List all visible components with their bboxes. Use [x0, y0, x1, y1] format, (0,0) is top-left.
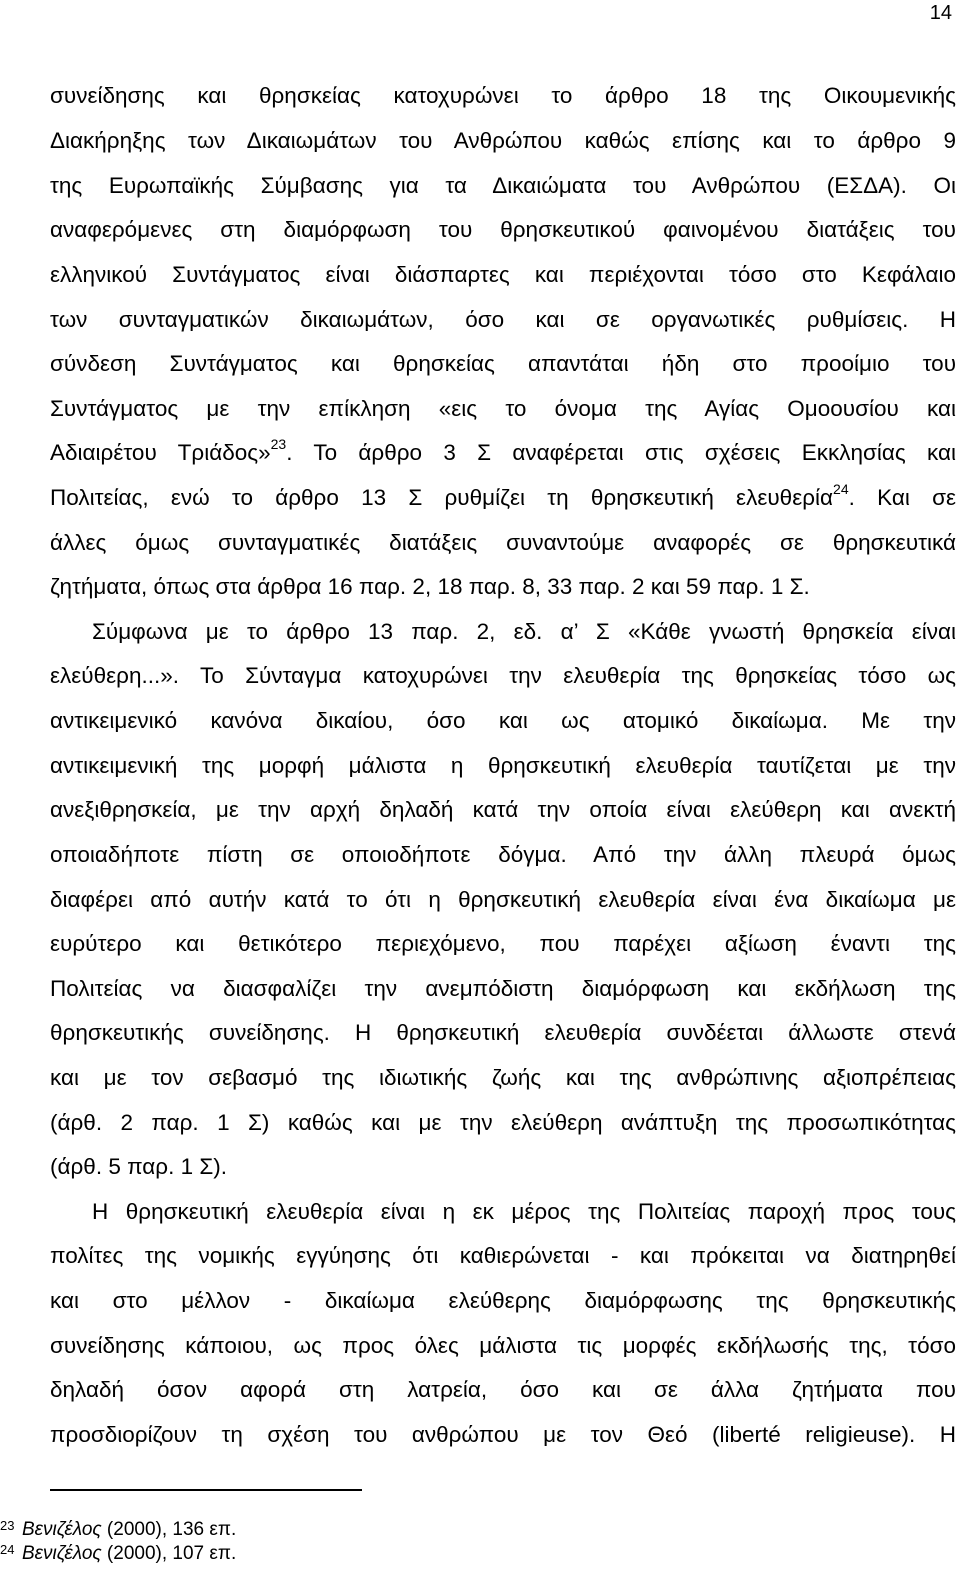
- text-line: Πολιτείας να διασφαλίζει την ανεμπόδιστη διαμόρφωση και εκδήλωση της: [50, 976, 956, 1001]
- text-segment: . Το άρθρο 3 Σ αναφέρεται στις σχέσεις Εκκλησίας και: [286, 440, 956, 465]
- text-line: αντικειμενικό κανόνα δικαίου, όσο και ως ατομικό δικαίωμα. Με την: [50, 708, 956, 733]
- text-line: Σύμφωνα με το άρθρο 13 παρ. 2, εδ. α’ Σ «Κάθε γνωστή θρησκεία είναι: [92, 619, 956, 644]
- footnote-citation: (2000), 107 επ.: [101, 1543, 237, 1564]
- page-number: 14: [929, 2, 952, 24]
- footnote-24: [0, 1543, 236, 1565]
- text-line: και στο μέλλον - δικαίωμα ελεύθερης διαμόρφωσης της θρησκευτικής: [50, 1288, 956, 1313]
- text-line: (άρθ. 5 παρ. 1 Σ).: [50, 1154, 228, 1179]
- text-line: ελληνικού Συντάγματος είναι διάσπαρτες και περιέχονται τόσο στο Κεφάλαιο: [50, 262, 956, 287]
- text-line: αναφερόμενες στη διαμόρφωση του θρησκευτικού φαινομένου διατάξεις του: [50, 217, 956, 242]
- text-line: ευρύτερο και θετικότερο περιεχόμενο, που παρέχει αξίωση έναντι της: [50, 931, 956, 956]
- footnote-ref-23: 23: [270, 435, 287, 452]
- footnote-separator: [50, 1489, 362, 1491]
- text-line: της Ευρωπαϊκής Σύμβασης για τα Δικαιώματα του Ανθρώπου (ΕΣΔΑ). Οι: [50, 173, 956, 198]
- text-line: προσδιορίζουν τη σχέση του ανθρώπου με τον Θεό (liberté religieuse). Η: [50, 1422, 956, 1447]
- footnote-author: Βενιζέλος: [22, 1543, 102, 1564]
- text-line: και με τον σεβασμό της ιδιωτικής ζωής και της ανθρώπινης αξιοπρέπειας: [50, 1065, 956, 1090]
- footnote-author: Βενιζέλος: [22, 1519, 102, 1540]
- text-line: ανεξιθρησκεία, με την αρχή δηλαδή κατά την οποία είναι ελεύθερη και ανεκτή: [50, 797, 956, 822]
- text-segment: Αδιαιρέτου Τριάδος»: [50, 440, 271, 465]
- text-line-with-footnote-ref: [50, 480, 956, 513]
- text-line: σύνδεση Συντάγματος και θρησκείας απαντάται ήδη στο προοίμιο του: [50, 351, 956, 376]
- text-line: συνείδησης κάποιου, ως προς όλες μάλιστα τις μορφές εκδήλωσής της, τόσο: [50, 1333, 956, 1358]
- text-line: οποιαδήποτε πίστη σε οποιοδήποτε δόγμα. Από την άλλη πλευρά όμως: [50, 842, 956, 867]
- text-line: Διακήρηξης των Δικαιωμάτων του Ανθρώπου καθώς επίσης και το άρθρο 9: [50, 128, 956, 153]
- text-line-with-footnote-ref: [50, 435, 956, 468]
- text-line: των συνταγματικών δικαιωμάτων, όσο και σε οργανωτικές ρυθμίσεις. Η: [50, 307, 956, 332]
- text-segment: . Και σε: [848, 485, 956, 510]
- text-line: Η θρησκευτική ελευθερία είναι η εκ μέρος της Πολιτείας παροχή προς τους: [92, 1199, 956, 1224]
- text-line: διαφέρει από αυτήν κατά το ότι η θρησκευτική ελευθερία είναι ένα δικαίωμα με: [50, 887, 956, 912]
- text-line: θρησκευτικής συνείδησης. Η θρησκευτική ελευθερία συνδέεται άλλωστε στενά: [50, 1020, 956, 1045]
- text-line: δηλαδή όσον αφορά στη λατρεία, όσο και σε άλλα ζητήματα που: [50, 1377, 956, 1402]
- footnote-number: 24: [0, 1542, 15, 1557]
- text-segment: Πολιτείας, ενώ το άρθρο 13 Σ ρυθμίζει τη θρησκευτική ελευθερία: [50, 485, 834, 510]
- footnote-ref-24: 24: [833, 480, 849, 497]
- text-line: Συντάγματος με την επίκληση «εις το όνομα της Αγίας Ομοουσίου και: [50, 396, 956, 421]
- text-line: (άρθ. 2 παρ. 1 Σ) καθώς και με την ελεύθερη ανάπτυξη της προσωπικότητας: [50, 1110, 956, 1135]
- text-line: πολίτες της νομικής εγγύησης ότι καθιερώνεται - και πρόκειται να διατηρηθεί: [50, 1243, 956, 1268]
- text-line: αντικειμενική της μορφή μάλιστα η θρησκευτική ελευθερία ταυτίζεται με την: [50, 753, 956, 778]
- footnote-number: 23: [0, 1518, 15, 1533]
- text-line: ελεύθερη...». Το Σύνταγμα κατοχυρώνει την ελευθερία της θρησκείας τόσο ως: [50, 663, 956, 688]
- text-line: συνείδησης και θρησκείας κατοχυρώνει το άρθρο 18 της Οικουμενικής: [50, 83, 956, 108]
- text-line: άλλες όμως συνταγματικές διατάξεις συναντούμε αναφορές σε θρησκευτικά: [50, 530, 956, 555]
- footnote-23: [0, 1519, 236, 1541]
- footnote-citation: (2000), 136 επ.: [101, 1519, 237, 1540]
- text-line: ζητήματα, όπως στα άρθρα 16 παρ. 2, 18 παρ. 8, 33 παρ. 2 και 59 παρ. 1 Σ.: [50, 574, 810, 599]
